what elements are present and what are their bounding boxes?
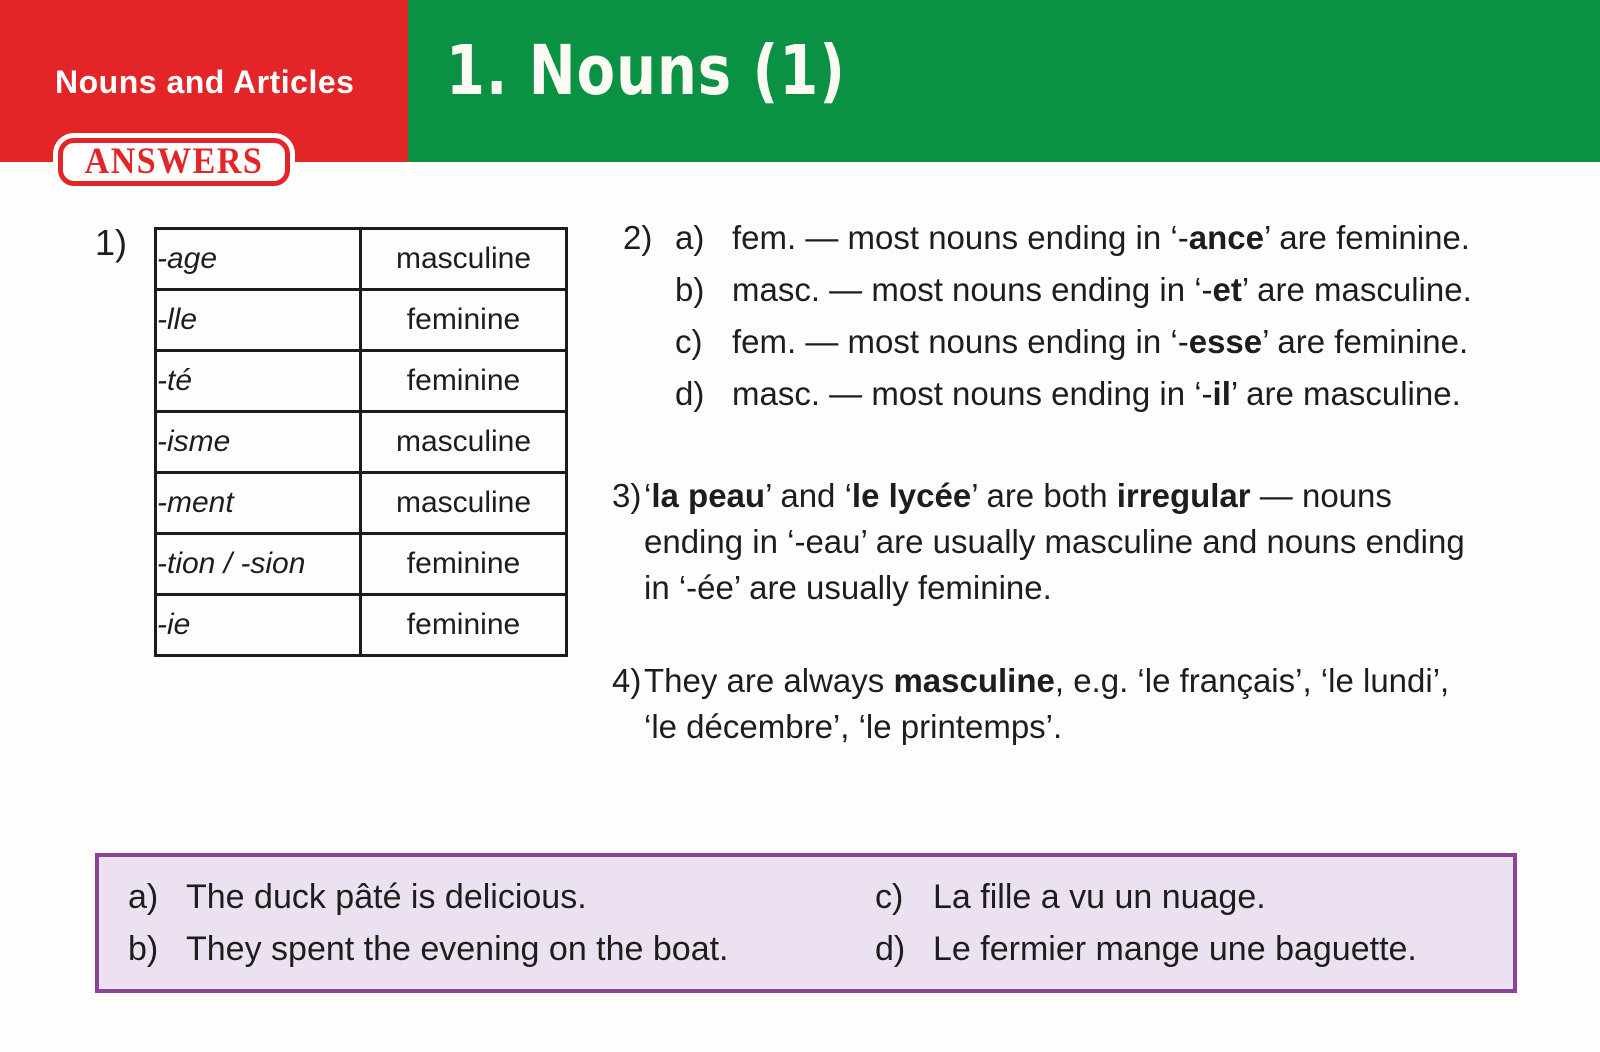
answers-badge (58, 138, 290, 186)
question-2-items (675, 212, 1472, 420)
gender-table-row (156, 595, 567, 656)
question-3-text: ‘la peau’ and ‘le lycée’ are both irregular — nouns ending in ‘-eau’ are usually masculine and nouns ending in ‘-ée’ are usually feminine. (644, 477, 1465, 606)
answer-item-text: fem. — most nouns ending in ‘-ance’ are feminine. (732, 219, 1470, 256)
translation-item-label: d) (875, 930, 906, 968)
question-4 (612, 658, 1449, 750)
translation-item-text: La fille a vu un nuage. (933, 878, 1266, 916)
gender-cell: masculine (361, 412, 567, 473)
answer-item-text: masc. — most nouns ending in ‘-il’ are masculine. (732, 375, 1461, 412)
gender-table-row (156, 351, 567, 412)
question-1-number: 1) (95, 222, 128, 263)
page-title: 1. Nouns (1) (446, 32, 846, 112)
translation-item-label: c) (875, 878, 904, 916)
question-2-answer-item (675, 368, 1472, 420)
translation-item (128, 923, 875, 975)
question-2-answer-item (675, 264, 1472, 316)
gender-table-row (156, 229, 567, 290)
gender-cell: feminine (361, 351, 567, 412)
answer-item-label: a) (675, 219, 705, 256)
gender-cell: feminine (361, 595, 567, 656)
question-2-answer-item (675, 212, 1472, 264)
translation-item (875, 871, 1513, 923)
gender-table-row (156, 473, 567, 534)
question-3 (612, 473, 1465, 611)
question-4-text: They are always masculine, e.g. ‘le français’, ‘le lundi’, ‘le décembre’, ‘le printemps’. (644, 662, 1450, 745)
answer-item-label: b) (675, 271, 705, 308)
question-2-number: 2) (623, 219, 653, 256)
gender-table-row (156, 290, 567, 351)
translation-item (128, 871, 875, 923)
question-3-number: 3) (612, 477, 642, 514)
question-4-number: 4) (612, 662, 642, 699)
translation-item-text: They spent the evening on the boat. (186, 930, 729, 968)
noun-ending-cell: -té (156, 351, 361, 412)
noun-ending-cell: -tion / -sion (156, 534, 361, 595)
noun-ending-cell: -ment (156, 473, 361, 534)
gender-table (154, 227, 568, 657)
translation-item-label: a) (128, 878, 159, 916)
gender-cell: masculine (361, 229, 567, 290)
translation-item (875, 923, 1513, 975)
gender-cell: masculine (361, 473, 567, 534)
noun-ending-cell: -age (156, 229, 361, 290)
translation-item-label: b) (128, 930, 159, 968)
answer-item-text: fem. — most nouns ending in ‘-esse’ are feminine. (732, 323, 1469, 360)
gender-table-row (156, 412, 567, 473)
translation-item-text: The duck pâté is delicious. (186, 878, 587, 916)
answers-badge-label: ANSWERS (84, 141, 264, 182)
gender-cell: feminine (361, 290, 567, 351)
gender-table-row (156, 534, 567, 595)
title-banner (408, 0, 1600, 162)
answer-item-text: masc. — most nouns ending in ‘-et’ are masculine. (732, 271, 1472, 308)
noun-ending-cell: -lle (156, 290, 361, 351)
translation-right-column (875, 871, 1513, 975)
noun-ending-cell: -isme (156, 412, 361, 473)
gender-table-body (156, 229, 567, 656)
answer-item-label: d) (675, 375, 705, 412)
gender-cell: feminine (361, 534, 567, 595)
question-2 (623, 212, 1472, 420)
translation-item-text: Le fermier mange une baguette. (933, 930, 1417, 968)
category-label: Nouns and Articles (55, 64, 355, 100)
answer-item-label: c) (675, 323, 703, 360)
translation-answer-box (95, 853, 1517, 993)
question-2-answer-item (675, 316, 1472, 368)
translation-left-column (99, 871, 875, 975)
noun-ending-cell: -ie (156, 595, 361, 656)
